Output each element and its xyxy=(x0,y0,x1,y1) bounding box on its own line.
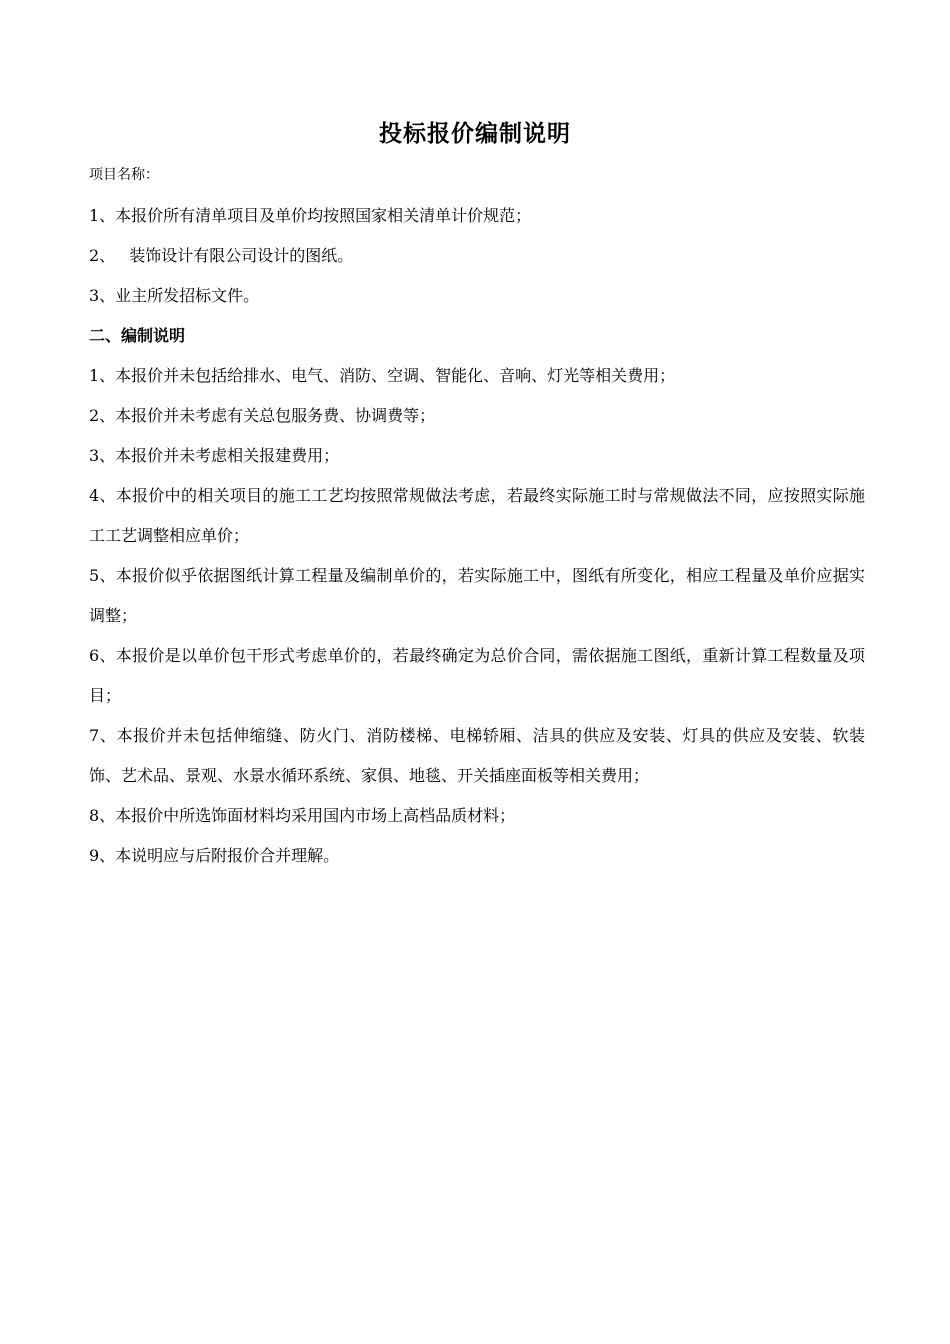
note-item-6: 6、本报价是以单价包干形式考虑单价的，若最终确定为总价合同，需依据施工图纸，重新计算工程数量及项目； xyxy=(89,646,865,705)
document-title: 投标报价编制说明 xyxy=(379,121,571,147)
basis-item-3: 3、业主所发招标文件。 xyxy=(89,286,260,305)
basis-item-1: 1、本报价所有清单项目及单价均按照国家相关清单计价规范； xyxy=(89,206,532,225)
note-item-7: 7、本报价并未包括伸缩缝、防火门、消防楼梯、电梯轿厢、洁具的供应及安装、灯具的供应及安装、软装饰、艺术品、景观、水景水循环系统、家俱、地毯、开关插座面板等相关费用； xyxy=(89,726,865,785)
note-item-2: 2、本报价并未考虑有关总包服务费、协调费等； xyxy=(89,406,436,425)
note-item-5: 5、本报价似乎依据图纸计算工程量及编制单价的，若实际施工中，图纸有所变化，相应工程量及单价应据实调整； xyxy=(89,566,865,625)
note-item-8: 8、本报价中所选饰面材料均采用国内市场上高档品质材料； xyxy=(89,806,516,825)
note-item-9: 9、本说明应与后附报价合并理解。 xyxy=(89,846,340,865)
note-item-4: 4、本报价中的相关项目的施工工艺均按照常规做法考虑，若最终实际施工时与常规做法不同，应按照实际施工工艺调整相应单价； xyxy=(89,486,865,545)
basis-item-2 xyxy=(89,236,865,276)
basis-item-2-number: 2、 xyxy=(89,246,116,265)
project-name-label: 项目名称： xyxy=(89,167,159,183)
note-item-3: 3、本报价并未考虑相关报建费用； xyxy=(89,446,340,465)
basis-item-2-text: 装饰设计有限公司设计的图纸。 xyxy=(129,246,354,265)
document-body xyxy=(89,162,865,876)
section-heading: 二、编制说明 xyxy=(89,326,186,345)
note-item-1: 1、本报价并未包括给排水、电气、消防、空调、智能化、音响、灯光等相关费用； xyxy=(89,366,676,385)
